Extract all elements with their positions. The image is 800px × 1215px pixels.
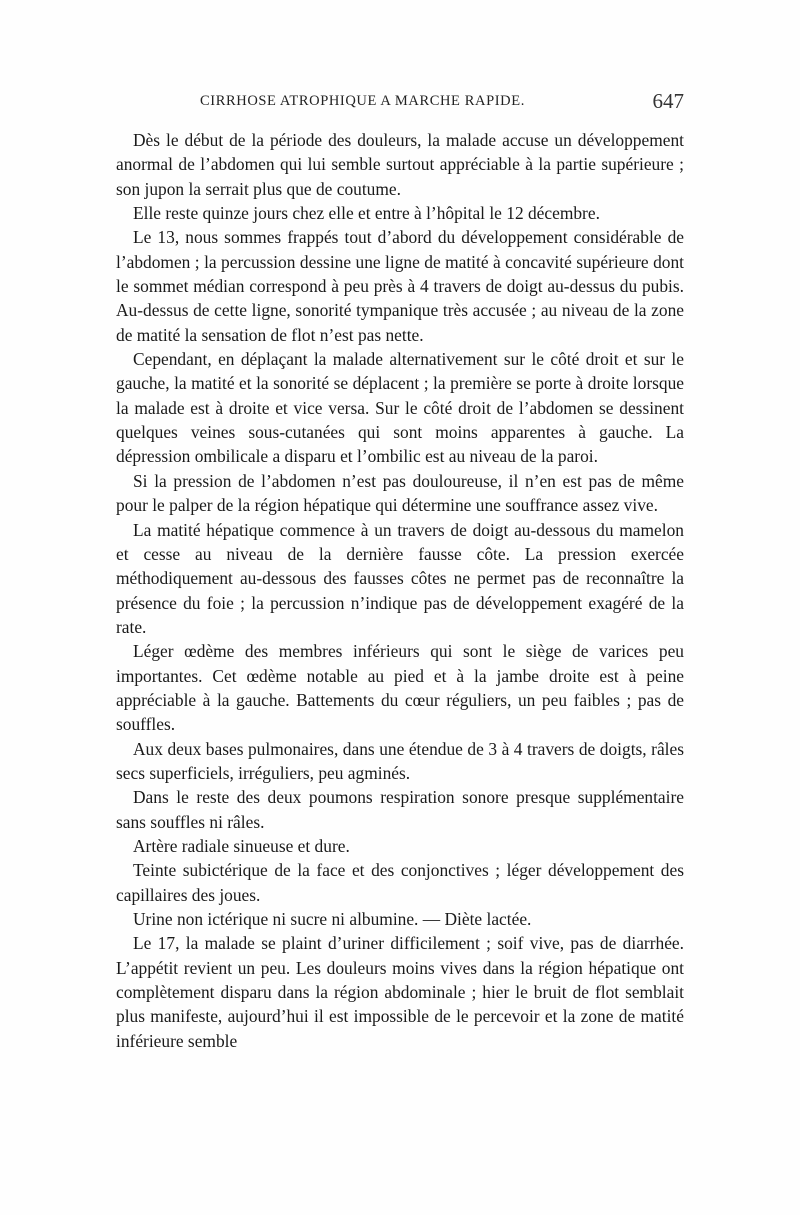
paragraph: Léger œdème des membres inférieurs qui sont le siège de varices peu importantes. Cet œdème notable au pied et à la jambe droite est à peine appréciable à la gauche. Battements du cœur réguliers, un peu faibles ; pas de souffles. (116, 641, 684, 735)
paragraph: Dès le début de la période des douleurs, la malade accuse un développement anormal de l’abdomen qui lui semble surtout appréciable à la partie supérieure ; son jupon la serrait plus que de coutume. (116, 130, 684, 199)
paragraph: La matité hépatique commence à un travers de doigt au-dessous du mamelon et cesse au niveau de la dernière fausse côte. La pression exercée méthodiquement au-dessous des fausses côtes ne permet pas de reconnaître la présence du foie ; la percussion n’indique pas de développement exagéré de la rate. (116, 519, 684, 637)
running-title: CIRRHOSE ATROPHIQUE A MARCHE RAPIDE. (200, 93, 525, 109)
paragraph: Elle reste quinze jours chez elle et entre à l’hôpital le 12 décembre. (133, 203, 600, 224)
paragraph: Aux deux bases pulmonaires, dans une étendue de 3 à 4 travers de doigts, râles secs superficiels, irréguliers, peu agminés. (116, 738, 684, 783)
paragraph: Urine non ictérique ni sucre ni albumine. — Diète lactée. (133, 909, 532, 929)
paragraph: Teinte subictérique de la face et des conjonctives ; léger développement des capillaires des joues. (116, 860, 684, 905)
paragraph: Si la pression de l’abdomen n’est pas douloureuse, il n’en est pas de même pour le palper de la région hépatique qui détermine une souffrance assez vive. (116, 470, 684, 516)
paragraph: Dans le reste des deux poumons respiration sonore presque supplémentaire sans souffles ni râles. (116, 787, 684, 832)
body-text (116, 128, 684, 1053)
running-head (116, 89, 684, 117)
page-number: 647 (652, 89, 684, 113)
paragraph: Cependant, en déplaçant la malade alternativement sur le côté droit et sur le gauche, la matité et la sonorité se déplacent ; la première se porte à droite lorsque la malade est à droite et vice versa. Sur le côté droit de l’abdomen se dessinent quelques veines sous-cutanées qui sont moins apparentes à gauche. La dépression ombilicale a disparu et l’ombilic est au niveau de la paroi. (116, 349, 684, 467)
paragraph: Le 17, la malade se plaint d’uriner difficilement ; soif vive, pas de diarrhée. L’appétit revient un peu. Les douleurs moins vives dans la région hépatique ont complètement disparu dans la région abdominale ; hier le bruit de flot semblait plus manifeste, aujourd’hui il est impossible de le percevoir et la zone de matité inférieure semble (116, 933, 684, 1051)
paragraph: Artère radiale sinueuse et dure. (133, 835, 350, 856)
paragraph: Le 13, nous sommes frappés tout d’abord du développement considérable de l’abdomen ; la percussion dessine une ligne de matité à concavité supérieure dont le sommet médian correspond à peu près à 4 travers de doigt au-dessus du pubis. Au-dessus de cette ligne, sonorité tympanique très accusée ; au niveau de la zone de matité la sensation de flot n’est pas nette. (116, 227, 684, 345)
